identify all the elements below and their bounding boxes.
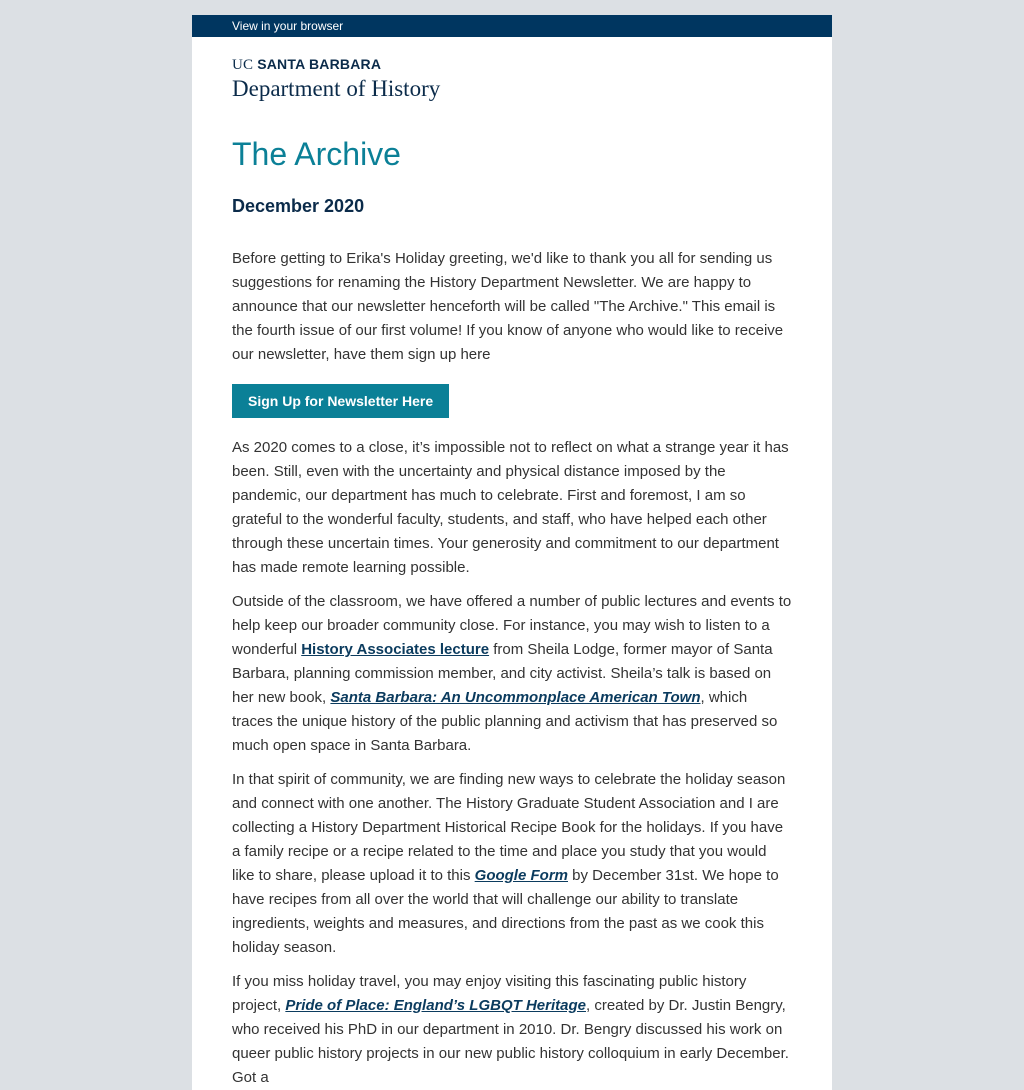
- signup-newsletter-button[interactable]: Sign Up for Newsletter Here: [232, 384, 449, 418]
- text: , created by Dr. Justin Bengry, who received his PhD in our department in 2010. Dr. Bengry discussed his work on queer public history projects in our new public history colloquium in early December. Got a: [232, 997, 789, 1086]
- pride-of-place-link[interactable]: Pride of Place: England’s LGBQT Heritage: [285, 997, 586, 1014]
- paragraph-recipe-book: [232, 768, 792, 960]
- history-associates-lecture-link[interactable]: History Associates lecture: [301, 641, 490, 658]
- newsletter-title: The Archive: [232, 136, 401, 172]
- text: In that spirit of community, we are finding new ways to celebrate the holiday season and connect with one another. The History Graduate Student Association and I are collecting a History Department Historical Recipe Book for the holidays. If you have a family recipe or a recipe related to the time and place you study that you would like to share, please upload it to this: [232, 771, 786, 884]
- logo-department: Department of History: [232, 76, 441, 101]
- google-form-link[interactable]: Google Form: [474, 867, 568, 884]
- book-link[interactable]: Santa Barbara: An Uncommonplace American Town: [330, 689, 701, 706]
- text: Outside of the classroom, we have offered a number of public lectures and events to help keep our broader community close. For instance, you may wish to listen to a wonderful: [232, 593, 792, 658]
- ucsb-history-logo[interactable]: [232, 56, 792, 102]
- paragraph-public-lectures: [232, 590, 792, 758]
- text: from Sheila Lodge, former mayor of Santa Barbara, planning commission member, and city activist. Sheila’s talk is based on her new book,: [232, 641, 773, 706]
- top-bar: [192, 15, 832, 37]
- text: If you miss holiday travel, you may enjoy visiting this fascinating public history project,: [232, 973, 747, 1014]
- view-in-browser-link[interactable]: View in your browser: [232, 19, 344, 33]
- logo-university: [232, 56, 792, 74]
- logo-uc: UC: [232, 57, 254, 73]
- logo-santa-barbara: SANTA BARBARA: [257, 56, 382, 72]
- text: by December 31st. We hope to have recipes from all over the world that will challenge our ability to translate ingredients, weights and measures, and directions from the past as we cook this holiday season.: [232, 867, 779, 956]
- issue-date: December 2020: [232, 196, 365, 216]
- paragraph-pride-of-place: [232, 970, 792, 1090]
- email-container: [192, 15, 832, 1090]
- paragraph-reflection: As 2020 comes to a close, it’s impossible not to reflect on what a strange year it has been. Still, even with the uncertainty and physical distance imposed by the pandemic, our department has much to celebrate. First and foremost, I am so grateful to the wonderful faculty, students, and staff, who have helped each other through these uncertain times. Your generosity and commitment to our department has made remote learning possible.: [232, 439, 789, 576]
- intro-paragraph: Before getting to Erika's Holiday greeting, we'd like to thank you all for sending us suggestions for renaming the History Department Newsletter. We are happy to announce that our newsletter henceforth will be called "The Archive." This email is the fourth issue of our first volume! If you know of anyone who would like to receive our newsletter, have them sign up here: [232, 250, 784, 363]
- email-body: [192, 56, 832, 1090]
- text: , which traces the unique history of the public planning and activism that has preserved so much open space in Santa Barbara.: [232, 689, 778, 754]
